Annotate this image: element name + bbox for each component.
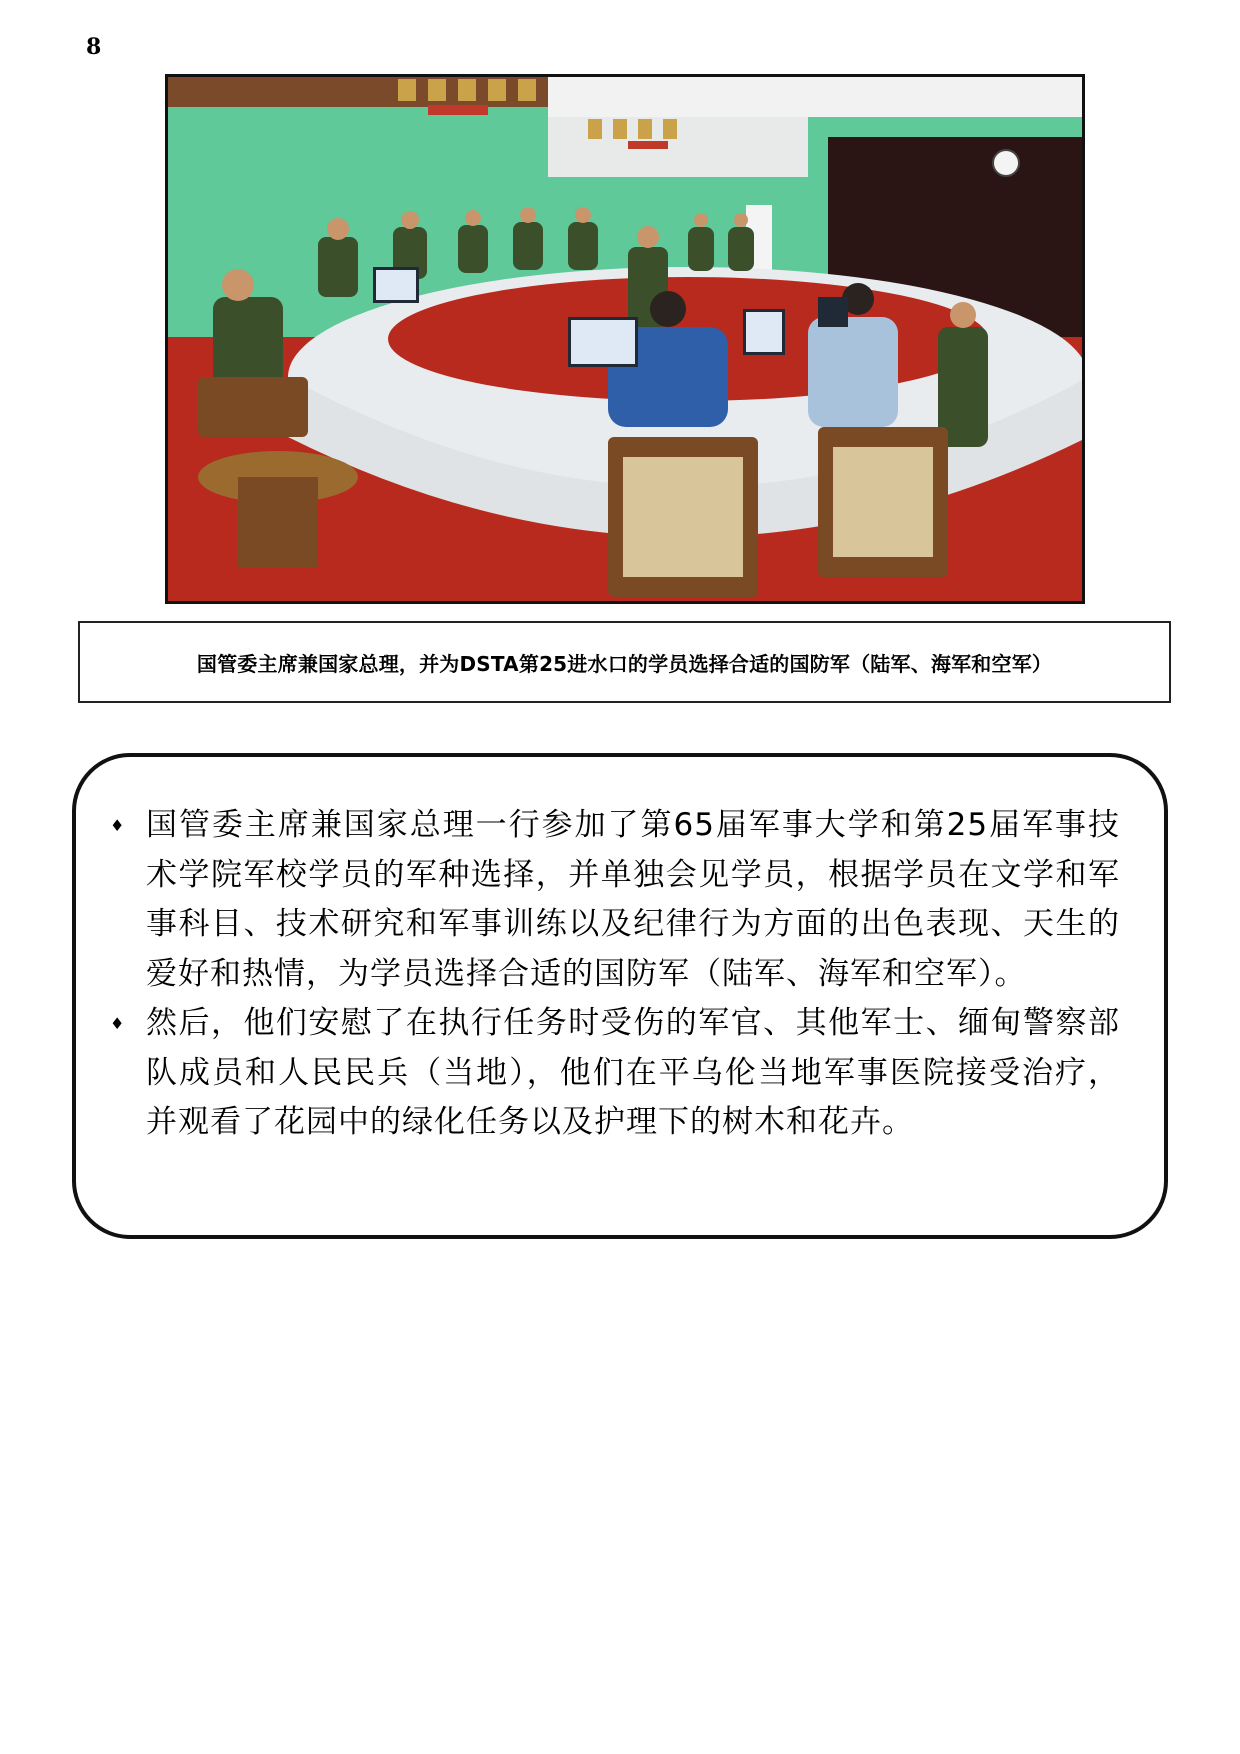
- diamond-bullet-icon: ♦: [110, 1014, 126, 1033]
- meeting-photo-illustration: [168, 77, 1082, 601]
- page-number: 8: [86, 34, 102, 60]
- summary-bullet-text: 然后，他们安慰了在执行任务时受伤的军官、其他军士、缅甸警察部队成员和人民民兵（当地），他们在平乌伦当地军事医院接受治疗，并观看了花园中的绿化任务以及护理下的树木和花卉。: [146, 1005, 1120, 1140]
- summary-bullet-item: [110, 801, 1120, 999]
- photo-caption: [78, 621, 1171, 703]
- summary-bullet-item: [110, 999, 1120, 1148]
- summary-bullet-list: [110, 801, 1120, 1148]
- diamond-bullet-icon: ♦: [110, 816, 126, 835]
- photo-caption-text: 国管委主席兼国家总理，并为DSTA第25进水口的学员选择合适的国防军（陆军、海军和空军）: [196, 651, 1053, 676]
- summary-bullet-text: 国管委主席兼国家总理一行参加了第65届军事大学和第25届军事技术学院军校学员的军种选择，并单独会见学员，根据学员在文学和军事科目、技术研究和军事训练以及纪律行为方面的出色表现、天生的爱好和热情，为学员选择合适的国防军（陆军、海军和空军）。: [146, 807, 1120, 992]
- meeting-photo: [165, 74, 1085, 604]
- summary-box: [72, 753, 1168, 1239]
